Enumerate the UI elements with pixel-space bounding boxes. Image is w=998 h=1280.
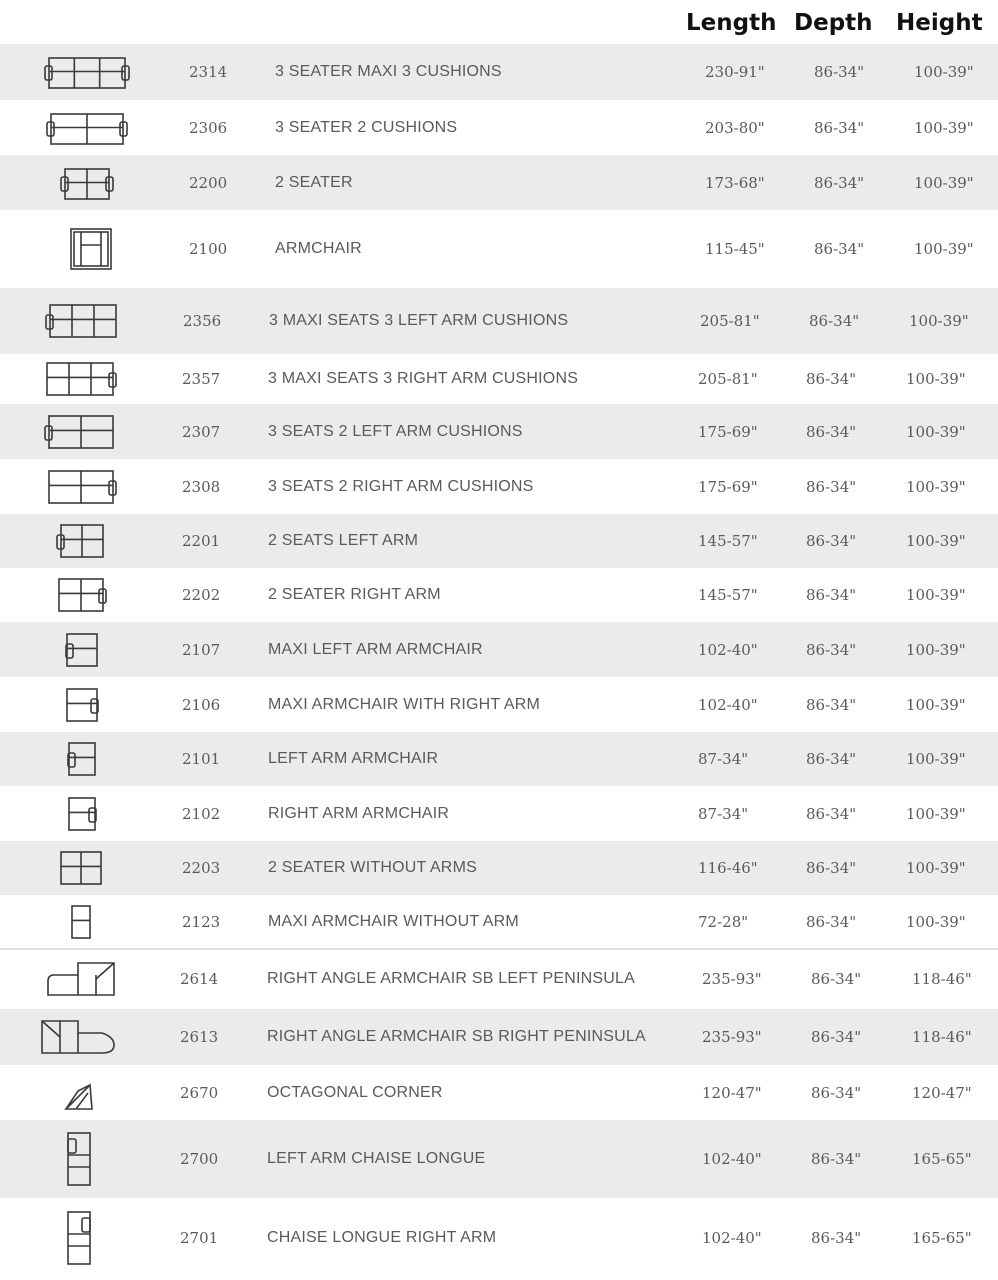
length-value: 203-80": [705, 118, 765, 137]
height-value: 100-39": [906, 804, 966, 823]
product-description: 2 SEATS LEFT ARM: [268, 532, 419, 549]
height-value: 100-39": [906, 586, 966, 604]
product-code: 2356: [183, 312, 222, 330]
height-value: 100-39": [914, 173, 974, 192]
product-description: 3 SEATS 2 RIGHT ARM CUSHIONS: [268, 477, 534, 495]
product-code: 2201: [182, 532, 221, 550]
product-code: 2100: [189, 240, 228, 258]
length-value: 230-91": [705, 63, 765, 81]
product-code: 2670: [180, 1083, 219, 1102]
height-value: 100-39": [906, 750, 966, 768]
table-row: [0, 1065, 998, 1120]
product-table: [0, 44, 998, 1277]
maxi-right-arm-armchair-icon: [31, 675, 131, 735]
product-code: 2107: [182, 640, 221, 659]
product-description: 2 SEATER WITHOUT ARMS: [268, 859, 477, 876]
table-row: [0, 354, 998, 404]
depth-value: 86-34": [811, 1083, 862, 1102]
height-value: 100-39": [909, 312, 969, 330]
three-seat-right-arm-icon: [31, 349, 131, 409]
product-code: 2106: [182, 695, 221, 714]
armchair-icon: [37, 219, 137, 279]
table-row: [0, 155, 998, 210]
maxi-armchair-no-arm-icon: [31, 892, 131, 952]
table-row: [0, 732, 998, 786]
right-arm-chaise-icon: [28, 1208, 128, 1268]
product-code: 2306: [189, 118, 228, 137]
depth-value: 86-34": [806, 477, 857, 496]
product-description: 3 SEATS 2 LEFT ARM CUSHIONS: [268, 422, 523, 440]
depth-value: 86-34": [814, 240, 865, 258]
depth-value: 86-34": [811, 1228, 862, 1247]
depth-value: 86-34": [806, 859, 857, 877]
three-seat-two-left-arm-icon: [31, 402, 131, 462]
height-value: 100-39": [906, 640, 966, 659]
product-code: 2123: [182, 913, 221, 931]
product-description: 3 MAXI SEATS 3 RIGHT ARM CUSHIONS: [268, 370, 579, 387]
two-seater-no-arms-icon: [31, 838, 131, 898]
table-row: [0, 44, 998, 100]
product-code: 2200: [189, 173, 228, 192]
section-divider: [0, 948, 998, 950]
product-description: 3 MAXI SEATS 3 LEFT ARM CUSHIONS: [269, 312, 569, 329]
length-value: 235-93": [702, 970, 762, 988]
product-description: CHAISE LONGUE RIGHT ARM: [267, 1228, 497, 1246]
depth-value: 86-34": [814, 118, 865, 137]
product-description: MAXI ARMCHAIR WITH RIGHT ARM: [268, 695, 540, 713]
length-value: 145-57": [698, 586, 758, 604]
left-peninsula-icon: [28, 949, 128, 1009]
height-value: 100-39": [906, 913, 966, 931]
height-value: 165-65": [912, 1228, 972, 1247]
height-column-header: Height: [896, 10, 983, 36]
two-seat-left-arm-icon: [31, 511, 131, 571]
depth-value: 86-34": [814, 63, 865, 81]
product-code: 2307: [182, 422, 221, 441]
length-value: 145-57": [698, 532, 758, 550]
height-value: 100-39": [914, 240, 974, 258]
product-code: 2701: [180, 1228, 219, 1247]
height-value: 100-39": [906, 422, 966, 441]
height-value: 100-39": [914, 118, 974, 137]
product-code: 2314: [189, 63, 228, 81]
product-description: RIGHT ARM ARMCHAIR: [268, 804, 450, 822]
table-row: [0, 622, 998, 677]
two-seater-icon: [37, 153, 137, 213]
product-code: 2613: [180, 1028, 219, 1046]
table-row: [0, 1120, 998, 1198]
depth-value: 86-34": [806, 586, 857, 604]
depth-value: 86-34": [806, 750, 857, 768]
three-seat-left-arm-icon: [31, 291, 131, 351]
product-code: 2203: [182, 859, 221, 877]
two-seat-right-arm-icon: [31, 565, 131, 625]
height-value: 100-39": [906, 859, 966, 877]
octagonal-corner-icon: [28, 1063, 128, 1123]
depth-value: 86-34": [814, 173, 865, 192]
height-value: 100-39": [906, 477, 966, 496]
table-row: [0, 514, 998, 568]
product-code: 2202: [182, 586, 221, 604]
height-value: 100-39": [906, 695, 966, 714]
product-description: RIGHT ANGLE ARMCHAIR SB RIGHT PENINSULA: [267, 1028, 646, 1045]
length-value: 173-68": [705, 173, 765, 192]
depth-value: 86-34": [806, 370, 857, 388]
length-value: 205-81": [700, 312, 760, 330]
product-description: 3 SEATER MAXI 3 CUSHIONS: [275, 63, 502, 80]
product-code: 2614: [180, 970, 219, 988]
length-value: 87-34": [698, 804, 749, 823]
length-value: 175-69": [698, 477, 758, 496]
three-seater-two-cushion-icon: [37, 98, 137, 158]
product-description: ARMCHAIR: [275, 240, 362, 257]
depth-value: 86-34": [806, 640, 857, 659]
product-description: 2 SEATER RIGHT ARM: [268, 586, 441, 603]
product-code: 2101: [182, 750, 221, 768]
table-row: [0, 786, 998, 841]
depth-value: 86-34": [806, 422, 857, 441]
three-seat-two-right-arm-icon: [31, 457, 131, 517]
product-code: 2102: [182, 804, 221, 823]
left-arm-chaise-icon: [28, 1129, 128, 1189]
depth-column-header: Depth: [794, 10, 873, 36]
length-value: 72-28": [698, 913, 749, 931]
product-code: 2357: [182, 370, 221, 388]
length-value: 205-81": [698, 370, 758, 388]
table-row: [0, 404, 998, 459]
table-row: [0, 949, 998, 1009]
three-seater-cushion-icon: [37, 42, 137, 102]
product-description: MAXI LEFT ARM ARMCHAIR: [268, 640, 483, 658]
length-value: 102-40": [698, 695, 758, 714]
table-row: [0, 895, 998, 949]
depth-value: 86-34": [806, 804, 857, 823]
depth-value: 86-34": [811, 1028, 862, 1046]
table-header: [0, 0, 998, 44]
right-peninsula-icon: [28, 1007, 128, 1067]
height-value: 100-39": [914, 63, 974, 81]
length-value: 87-34": [698, 750, 749, 768]
length-value: 235-93": [702, 1028, 762, 1046]
length-value: 102-40": [698, 640, 758, 659]
depth-value: 86-34": [811, 1150, 862, 1168]
product-code: 2308: [182, 477, 221, 496]
length-value: 102-40": [702, 1150, 762, 1168]
table-row: [0, 1009, 998, 1065]
product-description: 3 SEATER 2 CUSHIONS: [275, 118, 458, 136]
table-row: [0, 841, 998, 895]
product-description: MAXI ARMCHAIR WITHOUT ARM: [268, 913, 519, 930]
maxi-left-arm-armchair-icon: [31, 620, 131, 680]
table-row: [0, 459, 998, 514]
depth-value: 86-34": [811, 970, 862, 988]
depth-value: 86-34": [809, 312, 860, 330]
table-row: [0, 100, 998, 155]
height-value: 100-39": [906, 532, 966, 550]
length-value: 102-40": [702, 1228, 762, 1247]
product-description: LEFT ARM ARMCHAIR: [268, 750, 439, 767]
length-value: 120-47": [702, 1083, 762, 1102]
depth-value: 86-34": [806, 695, 857, 714]
product-description: RIGHT ANGLE ARMCHAIR SB LEFT PENINSULA: [267, 970, 635, 987]
product-description: OCTAGONAL CORNER: [267, 1083, 443, 1101]
depth-value: 86-34": [806, 532, 857, 550]
table-row: [0, 288, 998, 354]
height-value: 118-46": [912, 970, 972, 988]
product-code: 2700: [180, 1150, 219, 1168]
length-value: 116-46": [698, 859, 758, 877]
table-row: [0, 568, 998, 622]
depth-value: 86-34": [806, 913, 857, 931]
table-row: [0, 1198, 998, 1277]
product-description: LEFT ARM CHAISE LONGUE: [267, 1150, 486, 1167]
height-value: 120-47": [912, 1083, 972, 1102]
length-value: 115-45": [705, 240, 765, 258]
left-arm-armchair-icon: [31, 729, 131, 789]
table-row: [0, 677, 998, 732]
height-value: 118-46": [912, 1028, 972, 1046]
right-arm-armchair-icon: [31, 784, 131, 844]
length-value: 175-69": [698, 422, 758, 441]
length-column-header: Length: [686, 10, 777, 36]
height-value: 100-39": [906, 370, 966, 388]
table-row: [0, 210, 998, 288]
product-description: 2 SEATER: [275, 173, 353, 191]
height-value: 165-65": [912, 1150, 972, 1168]
